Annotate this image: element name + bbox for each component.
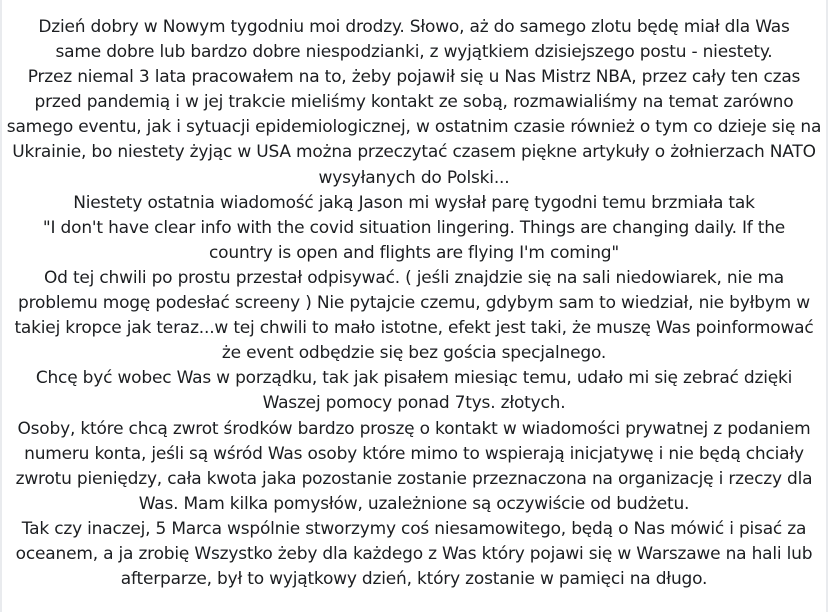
post-text-line: takiej kropce jak teraz...w tej chwili to mało istotne, efekt jest taki, że muszę Was poinformować [14, 318, 814, 339]
post-text-line: zwrotu pieniędzy, cała kwota jaka pozostanie zostanie przeznaczona na organizację i rzeczy dla [15, 468, 813, 489]
post-text-line: Dzień dobry w Nowym tygodniu moi drodzy. Słowo, aż do samego zlotu będę miał dla Was [38, 17, 790, 37]
post-text-line: Osoby, które chcą zwrot środków bardzo proszę o kontakt w wiadomości prywatnej z podaniem [17, 418, 811, 439]
post-text-line: Ukrainie, bo niestety żyjąc w USA można przeczytać czasem piękne artykuły o żołnierzach NATO [12, 142, 816, 163]
post-text-line: Chcę być wobec Was w porządku, tak jak pisałem miesiąc temu, udało mi się zebrać dzięki [35, 368, 793, 389]
post-text-line: Tak czy inaczej, 5 Marca wspólnie stworzymy coś niesamowitego, będą o Nas mówić i pisać za [21, 518, 807, 539]
post-text-line: wysyłanych do Polski... [318, 167, 510, 188]
post-text-line: że event odbędzie się bez gościa specjalnego. [221, 343, 607, 364]
post-text-line: Was. Mam kilka pomysłów, uzależnione są oczywiście od budżetu. [138, 493, 690, 514]
post-text-line: same dobre lub bardzo dobre niespodzianki, z wyjątkiem dzisiejszego postu - niestety. [55, 42, 773, 63]
post-text-line: "I don't have clear info with the covid situation lingering. Things are changing daily. If the [42, 217, 786, 238]
post-text-line: problemu mogę podesłać screeny ) Nie pytajcie czemu, gdybym sam to wiedział, nie byłbym w [18, 293, 810, 314]
post-text-line: Od tej chwili po prostu przestał odpisywać. ( jeśli znajdzie się na sali niedowiarek, nie ma [43, 267, 785, 288]
post-text [0, 15, 828, 592]
post-text-line: country is open and flights are flying I'm coming" [209, 242, 619, 263]
post-text-line: Niestety ostatnia wiadomość jaką Jason mi wysłał parę tygodni temu brzmiała tak [73, 192, 755, 213]
post-text-line: Przez niemal 3 lata pracowałem na to, żeby pojawił się u Nas Mistrz NBA, przez cały ten czas [27, 67, 801, 88]
post-text-line: przed pandemią i w jej trakcie mieliśmy kontakt ze sobą, rozmawialiśmy na temat zarówno [34, 92, 794, 113]
post-text-line: numeru konta, jeśli są wśród Was osoby które mimo to wspierają inicjatywę i nie będą chciały [24, 443, 804, 464]
post-text-line: Waszej pomocy ponad 7tys. złotych. [262, 393, 566, 414]
post-text-line: oceanem, a ja zrobię Wszystko żeby dla każdego z Was który pojawi się w Warszawe na hali lub [15, 543, 813, 564]
post-text-line: afterparze, był to wyjątkowy dzień, który zostanie w pamięci na długo. [120, 569, 708, 590]
post-text-line: samego eventu, jak i sytuacji epidemiologicznej, w ostatnim czasie również o tym co dzieje się na [6, 117, 822, 138]
